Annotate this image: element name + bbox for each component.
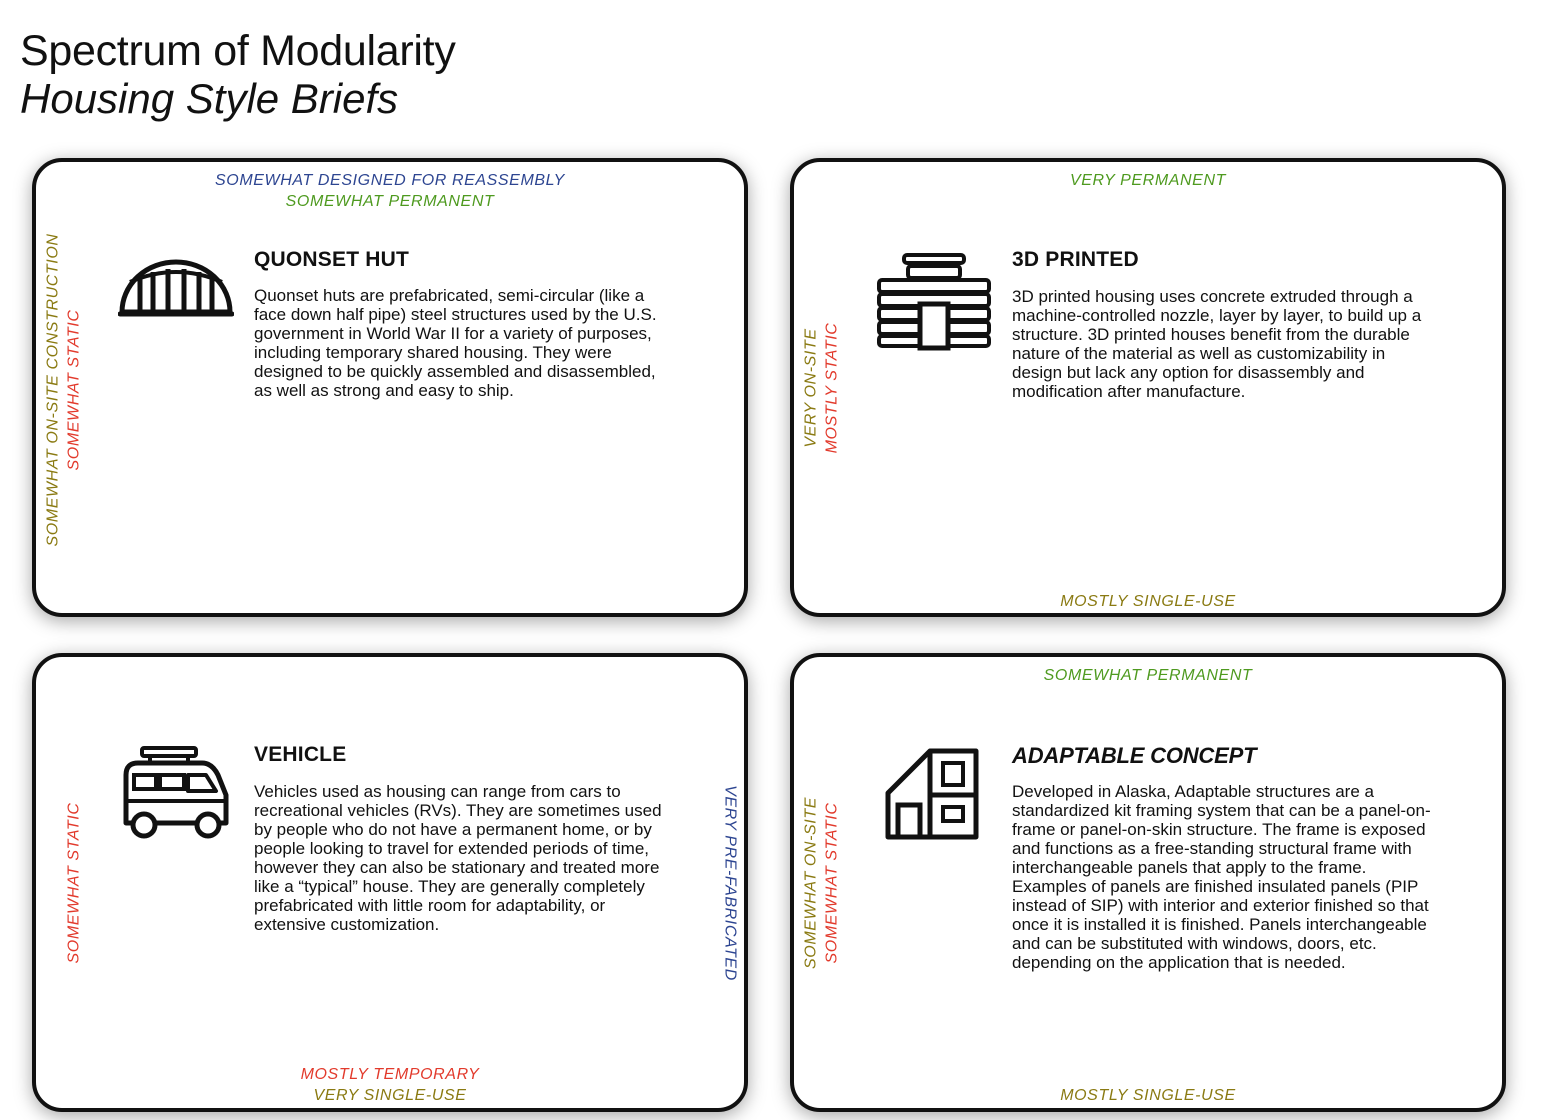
card-title: QUONSET HUT (254, 248, 410, 271)
tag-on-site-construction: SOMEWHAT ON-SITE CONSTRUCTION (44, 233, 62, 547)
tag-permanence: SOMEWHAT PERMANENT (1043, 667, 1253, 684)
quonset-hut-icon (118, 252, 234, 320)
tag-single-use: VERY SINGLE-USE (313, 1087, 467, 1104)
card-adaptable-concept (790, 653, 1506, 1112)
card-description: Developed in Alaska, Adaptable structures are a standardized kit framing system that can be a panel-on-frame or panel-on-skin structure. The frame is exposed and functions as a free-standing structural frame with interchangeable panels that apply to the frame. Examples of panels are finished insulated panels (PIP instead of SIP) with interior and exterior finished so that once it is installed it is finished. Panels interchangeable and can be substituted with windows, doors, etc. depending on the application that is needed. (1012, 782, 1431, 972)
tag-on-site: SOMEWHAT ON-SITE (802, 797, 820, 969)
tag-static: SOMEWHAT STATIC (823, 802, 841, 964)
card-3d-printed (790, 158, 1506, 617)
tag-static: MOSTLY STATIC (823, 322, 841, 454)
van-icon (120, 745, 232, 841)
card-vehicle (32, 653, 748, 1112)
printed-house-icon (874, 252, 994, 352)
tag-permanence: SOMEWHAT PERMANENT (285, 193, 495, 210)
card-quonset-hut (32, 158, 748, 617)
card-description: Quonset huts are prefabricated, semi-circular (like a face down half pipe) steel structures used by the U.S. government in World War II for a variety of purposes, including temporary shared housing. They were designed to be quickly assembled and disassembled, as well as strong and easy to ship. (254, 286, 657, 400)
page-title: Spectrum of Modularity (20, 27, 456, 75)
modular-house-icon (884, 747, 984, 843)
tag-single-use: MOSTLY SINGLE-USE (1060, 1087, 1236, 1104)
tag-permanence: VERY PERMANENT (1070, 172, 1226, 189)
card-title: 3D PRINTED (1012, 248, 1139, 271)
tag-static: SOMEWHAT STATIC (65, 802, 83, 964)
tag-static: SOMEWHAT STATIC (65, 309, 83, 471)
tag-single-use: MOSTLY SINGLE-USE (1060, 593, 1236, 610)
card-title: ADAPTABLE CONCEPT (1012, 743, 1257, 768)
card-title: VEHICLE (254, 743, 347, 766)
card-description: 3D printed housing uses concrete extruded through a machine-controlled nozzle, layer by layer, to build up a structure. 3D printed houses benefit from the durable nature of the material as well as customizability in design but lack any option for disassembly and modification after manufacture. (1012, 287, 1422, 401)
page-subtitle: Housing Style Briefs (20, 75, 399, 122)
card-description: Vehicles used as housing can range from cars to recreational vehicles (RVs). They are sometimes used by people who do not have a permanent home, or by people looking to travel for extended periods of time, however they can also be stationary and treated more like a “typical” house. They are generally completely prefabricated with little room for adaptability, or extensive customization. (254, 782, 662, 934)
tag-designed-for-reassembly: SOMEWHAT DESIGNED FOR REASSEMBLY (215, 172, 565, 189)
tag-on-site: VERY ON-SITE (802, 328, 820, 448)
tag-pre-fabricated: VERY PRE-FABRICATED (721, 785, 739, 981)
tag-temporary: MOSTLY TEMPORARY (300, 1066, 480, 1083)
